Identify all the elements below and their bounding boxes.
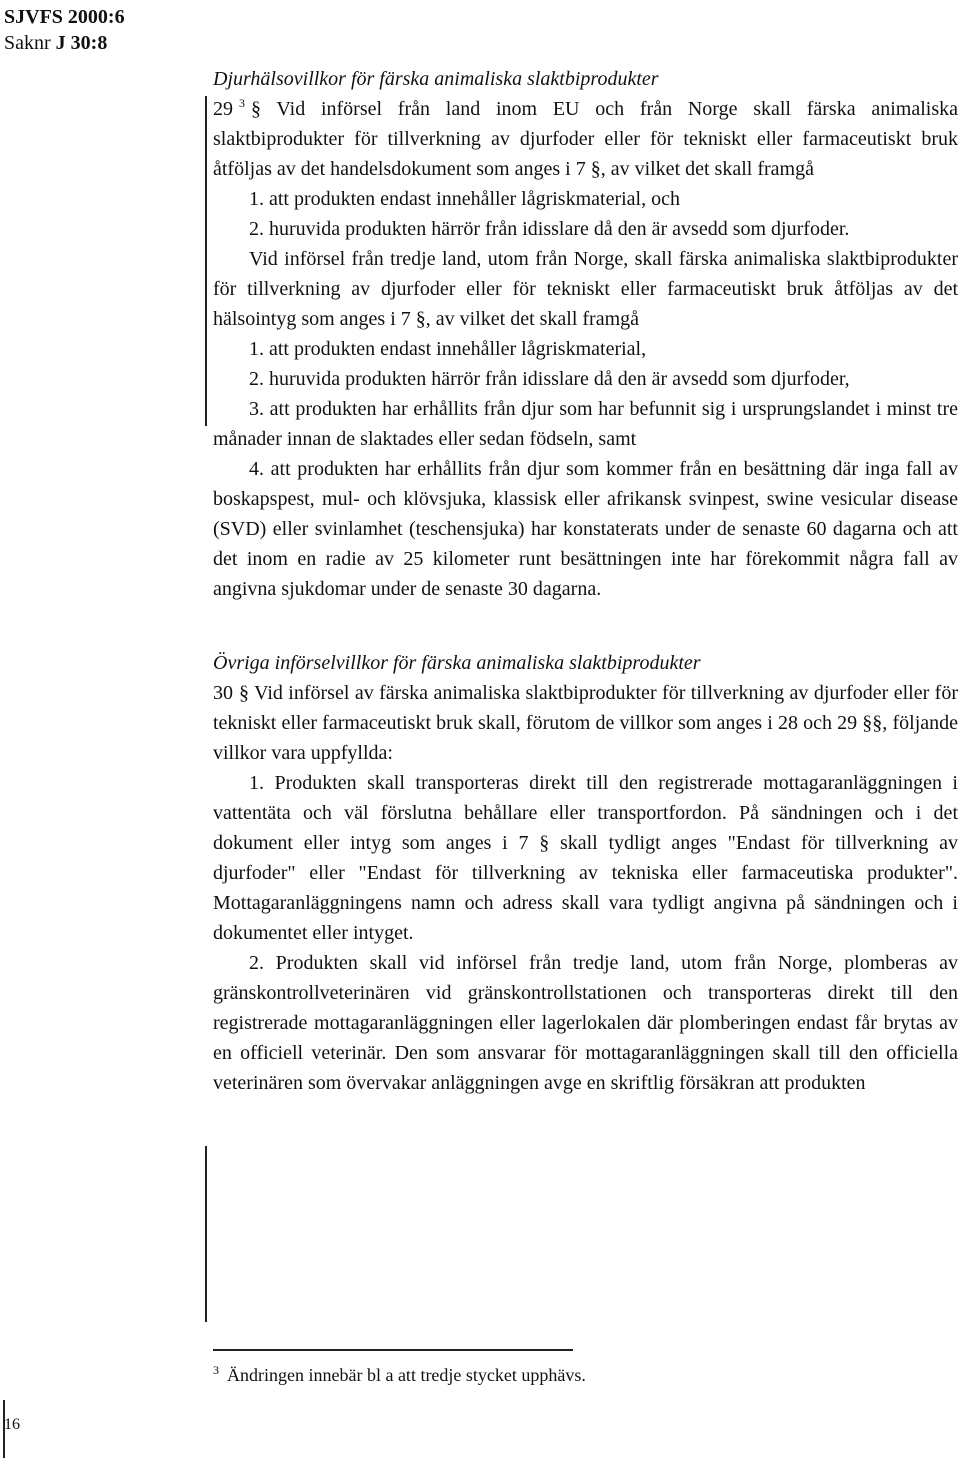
subject-code-prefix: Saknr <box>4 32 51 54</box>
list-item: 2. huruvida produkten härrör från idisslare då den är avsedd som djurfoder, <box>249 368 850 390</box>
subject-code-value: J 30:8 <box>55 32 108 54</box>
main-text <box>213 64 958 1098</box>
change-bar-sec30 <box>205 1146 207 1322</box>
list-item: 4. att produkten har erhållits från djur som kommer från en besättning där inga fall av boskapspest, mul- och klövsjuka, klassisk eller afrikansk svinpest, swine vesicular disease (SVD) eller svinlamhet (teschensjuka) har konstaterats under de senaste 60 dagarna och att det inom en radie av 25 kilometer runt besättningen inte har förekommit några fall av angivna sjukdomar under de senaste 30 dagarna. <box>213 458 958 600</box>
section-30-intro-text: § Vid införsel av färska animaliska slaktbiprodukter för tillverkning av djurfoder eller för tekniskt eller farmaceutiskt bruk skall, förutom de villkor som anges i 28 och 29 §§, följande villkor vara uppfyllda: <box>213 682 958 764</box>
third-country-intro: Vid införsel från tredje land, utom från Norge, skall färska animaliska slaktbiprodukter för tillverkning av djurfoder eller för tekniskt eller farmaceutiskt bruk åtföljas av det hälsointyg som anges i 7 §, av vilket det skall framgå <box>213 248 958 330</box>
document-code: SJVFS 2000:6 <box>4 6 125 28</box>
list-item: 1. att produkten endast innehåller lågriskmaterial, <box>249 338 647 360</box>
change-bar-sec29 <box>205 96 207 426</box>
section-30-intro <box>213 678 958 768</box>
page-number: 16 <box>4 1416 20 1433</box>
footnote-text: Ändringen innebär bl a att tredje stycket upphävs. <box>227 1365 586 1385</box>
footnote-divider <box>213 1349 573 1351</box>
section-gap <box>213 604 958 648</box>
footnote-ref: 3 <box>239 96 245 111</box>
list-item: 2. Produkten skall vid införsel från tredje land, utom från Norge, plomberas av gränskontrollveterinären vid gränskontrollstationen och transporteras direkt till den registrerade mottagaranläggningen eller lagerlokalen där plomberingen endast får brytas av en officiell veterinär. Den som ansvarar för mottagaranläggningen skall till den officiella veterinären som övervakar anläggningen avge en skriftlig försäkran att produkten <box>213 952 958 1094</box>
footnote <box>213 1362 913 1388</box>
list-item: 1. att produkten endast innehåller lågriskmaterial, och <box>249 188 680 210</box>
subject-code <box>4 32 107 54</box>
paragraph-number: 30 <box>213 682 233 704</box>
paragraph-number: 29 <box>213 98 233 120</box>
list-item: 1. Produkten skall transporteras direkt till den registrerade mottagaranläggningen i vattentäta och väl förslutna behållare eller transportfordon. På sändningen och i det dokument eller intyg som anges i 7 § skall tydligt anges "Endast för tillverkning av djurfoder" eller "Endast för tillverkning av tekniska eller farmaceutiska produkter". Mottagaranläggningens namn och adress skall vara tydligt angivna på sändningen och i dokumentet eller intyget. <box>213 772 958 944</box>
section-30-heading: Övriga införselvillkor för färska animaliska slaktbiprodukter <box>213 652 701 674</box>
list-item: 3. att produkten har erhållits från djur som har befunnit sig i ursprungslandet i minst tre månader innan de slaktades eller sedan födseln, samt <box>213 398 958 450</box>
section-29-heading: Djurhälsovillkor för färska animaliska slaktbiprodukter <box>213 68 659 90</box>
section-29-intro <box>213 94 958 184</box>
footnote-marker: 3 <box>213 1363 219 1377</box>
list-item: 2. huruvida produkten härrör från idisslare då den är avsedd som djurfoder. <box>249 218 850 240</box>
section-29-intro-text: § Vid införsel från land inom EU och från Norge skall färska animaliska slaktbiprodukter för tillverkning av djurfoder eller för tekniskt eller farmaceutiskt bruk åtföljas av det handelsdokument som anges i 7 §, av vilket det skall framgå <box>213 98 958 180</box>
